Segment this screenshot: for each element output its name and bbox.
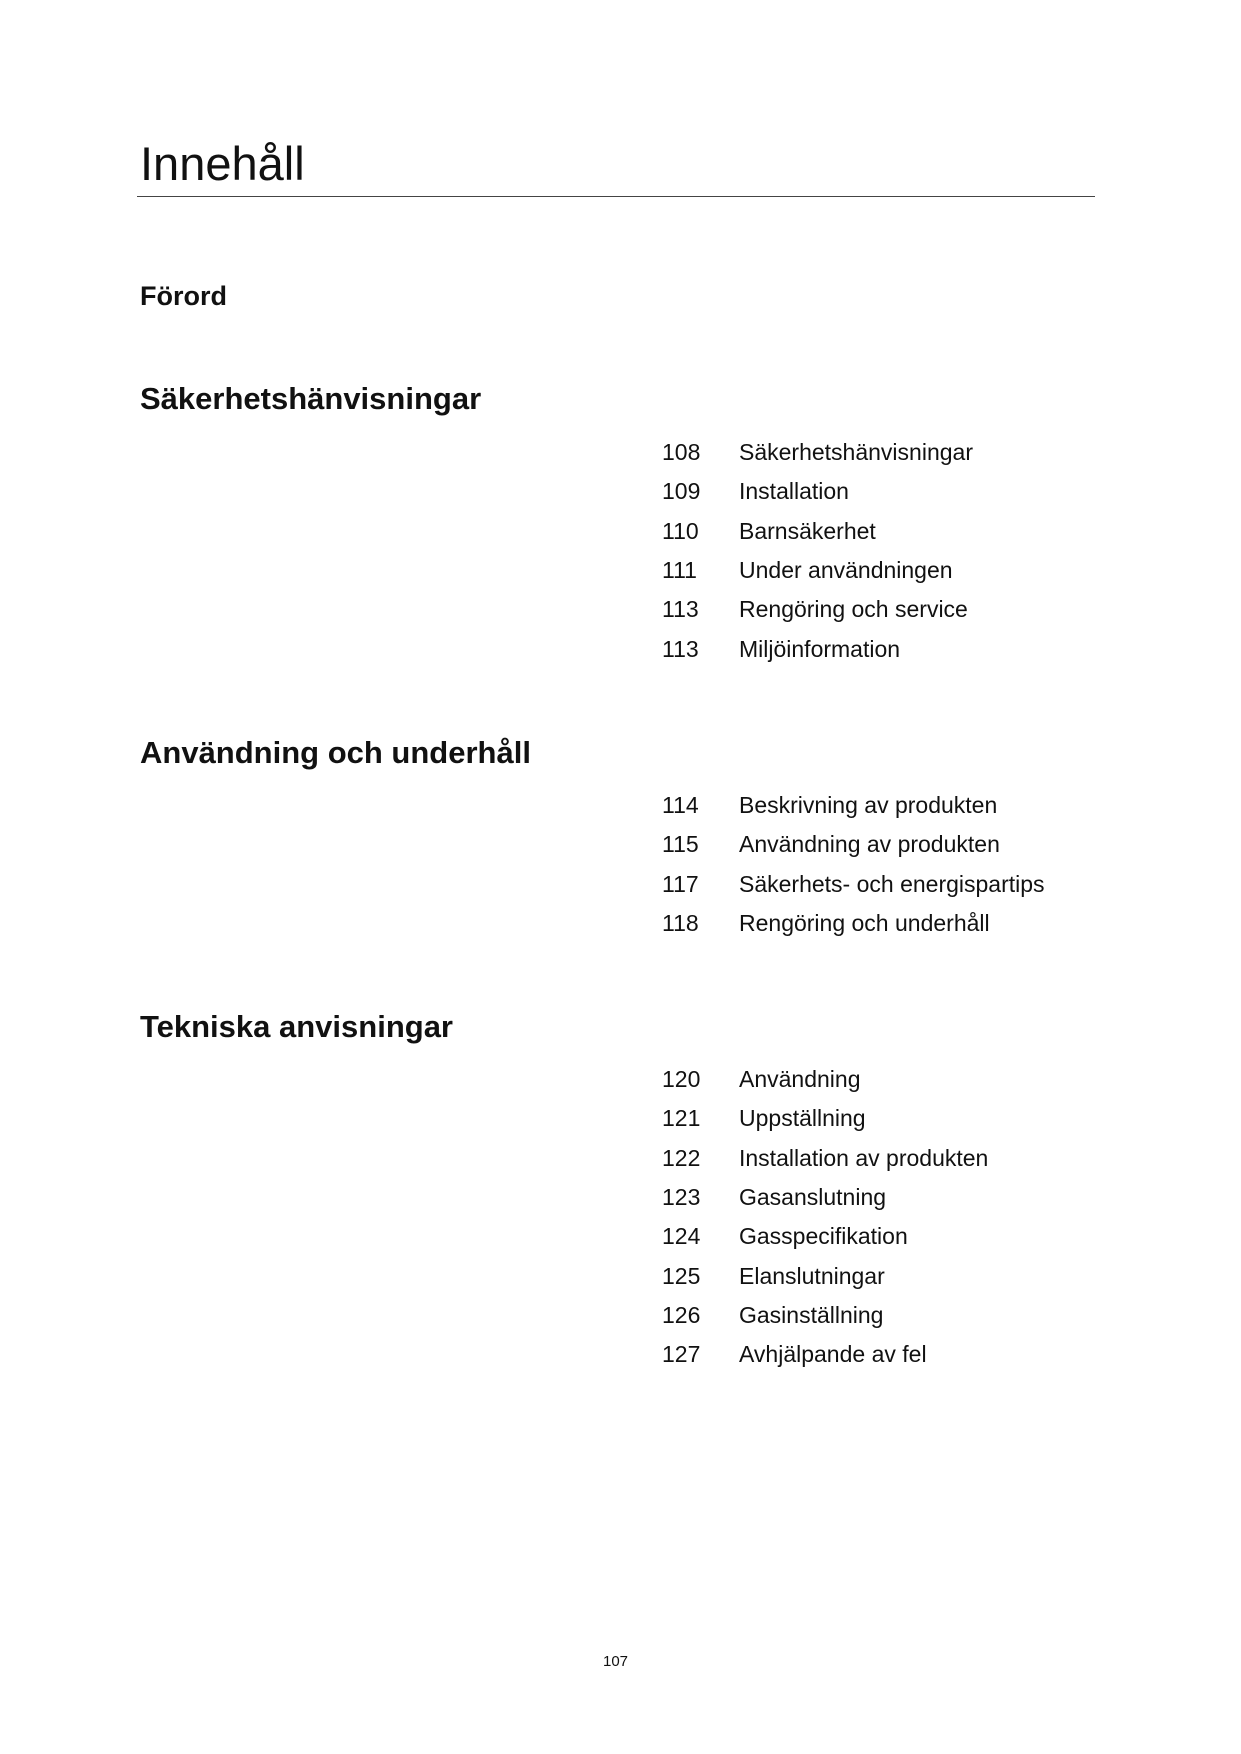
- toc-entry[interactable]: [662, 825, 1045, 864]
- toc-entry[interactable]: [662, 1256, 988, 1295]
- toc-entry-label: Säkerhetshänvisningar: [739, 439, 973, 466]
- toc-page-number: 113: [662, 596, 699, 623]
- section-heading-tekniska: Tekniska anvisningar: [140, 1009, 453, 1044]
- toc-entry-label: Användning av produkten: [739, 831, 1000, 858]
- toc-page-number: 120: [662, 1066, 701, 1093]
- toc-page-number: 110: [662, 517, 699, 544]
- toc-entry[interactable]: [662, 1178, 988, 1217]
- toc-page-number: 117: [662, 870, 699, 897]
- section-heading-sakerhet: Säkerhetshänvisningar: [140, 381, 482, 416]
- toc-entry[interactable]: [662, 1060, 988, 1099]
- toc-entry-label: Installation av produkten: [739, 1144, 989, 1171]
- toc-entry-label: Rengöring och service: [739, 596, 968, 623]
- toc-entry[interactable]: [662, 1099, 988, 1138]
- toc-entry-label: Miljöinformation: [739, 635, 901, 662]
- toc-page-number: 122: [662, 1144, 701, 1171]
- toc-page-number: 114: [662, 792, 699, 819]
- toc-entry[interactable]: [662, 629, 973, 668]
- toc-page-number: 108: [662, 439, 701, 466]
- toc-page-number: 111: [662, 557, 697, 584]
- toc-entry[interactable]: [662, 433, 973, 472]
- toc-entry[interactable]: [662, 1296, 988, 1335]
- section-heading-anvandning: Användning och underhåll: [140, 735, 531, 770]
- toc-entry[interactable]: [662, 904, 1045, 943]
- toc-entry[interactable]: [662, 786, 1045, 825]
- toc-entry[interactable]: [662, 1335, 988, 1374]
- toc-page-number: 109: [662, 478, 701, 505]
- toc-page-number: 127: [662, 1341, 701, 1368]
- toc-entry[interactable]: [662, 1217, 988, 1256]
- toc-entry-label: Avhjälpande av fel: [739, 1341, 927, 1368]
- page-number: 107: [602, 1653, 629, 1670]
- toc-entry-label: Gasanslutning: [739, 1184, 887, 1211]
- toc-list-anvandning: [662, 786, 1045, 943]
- toc-entry-label: Beskrivning av produkten: [739, 792, 998, 819]
- toc-list-tekniska: [662, 1060, 988, 1374]
- toc-page-number: 118: [662, 910, 699, 937]
- toc-page-number: 121: [662, 1105, 701, 1132]
- toc-entry[interactable]: [662, 865, 1045, 904]
- toc-entry-label: Uppställning: [739, 1105, 866, 1132]
- toc-entry-label: Barnsäkerhet: [739, 517, 876, 544]
- toc-entry-label: Under användningen: [739, 557, 953, 584]
- toc-list-sakerhet: [662, 433, 973, 669]
- page-title: Innehåll: [140, 137, 305, 190]
- toc-entry-label: Säkerhets- och energispartips: [739, 870, 1045, 897]
- toc-entry[interactable]: [662, 551, 973, 590]
- toc-entry[interactable]: [662, 512, 973, 551]
- toc-entry-label: Installation: [739, 478, 849, 505]
- toc-page-number: 125: [662, 1262, 701, 1289]
- toc-page-number: 113: [662, 635, 699, 662]
- toc-entry[interactable]: [662, 590, 973, 629]
- toc-entry-label: Elanslutningar: [739, 1262, 885, 1289]
- toc-entry-label: Rengöring och underhåll: [739, 910, 990, 937]
- toc-entry[interactable]: [662, 1139, 988, 1178]
- toc-entry-label: Gasinställning: [739, 1301, 884, 1328]
- title-divider: [137, 196, 1095, 197]
- section-heading-forord: Förord: [140, 281, 227, 311]
- toc-page-number: 115: [662, 831, 699, 858]
- toc-entry-label: Gasspecifikation: [739, 1223, 908, 1250]
- toc-page-number: 123: [662, 1184, 701, 1211]
- toc-page-number: 126: [662, 1301, 701, 1328]
- toc-entry[interactable]: [662, 472, 973, 511]
- toc-entry-label: Användning: [739, 1066, 861, 1093]
- toc-page-number: 124: [662, 1223, 701, 1250]
